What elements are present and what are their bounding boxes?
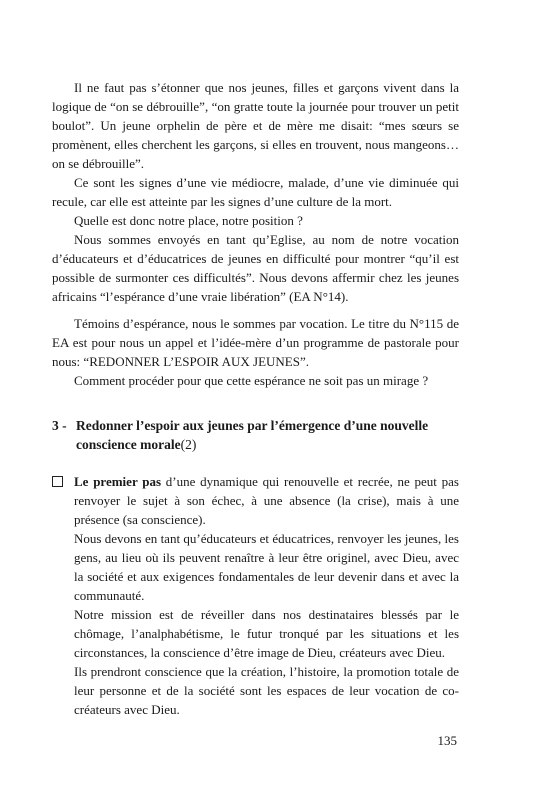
paragraph-5: Témoins d’espérance, nous le sommes par vocation. Le titre du N°115 de EA est pour nous un appel et l’idée-mère d’un programme de pastorale pour nous: “REDONNER L’ESPOIR AUX JEUNES”.: [52, 316, 459, 369]
bullet-paragraph-4: Ils prendront conscience que la création, l’histoire, la promotion totale de leur personne et de la société sont les espaces de leur vocation de co-créateurs avec Dieu.: [74, 664, 459, 717]
paragraph-6: Comment procéder pour que cette espérance ne soit pas un mirage ?: [74, 373, 429, 388]
bullet-paragraph-1: [74, 472, 459, 529]
paragraph-4: Nous sommes envoyés en tant qu’Eglise, au nom de notre vocation d’éducateurs et d’éducatrices de jeunes en difficulté pour montrer “qu’il est possible de surmonter ces difficultés”. Nous devons affermir chez les jeunes africains “l’espérance d’une vraie libération” (EA N°14).: [52, 232, 459, 304]
section-title: Redonner l’espoir aux jeunes par l’émergence d’une nouvelle conscience morale: [76, 418, 429, 452]
paragraph-3: Quelle est donc notre place, notre position ?: [74, 213, 303, 228]
bullet-lead: Le premier pas: [74, 474, 162, 489]
paragraph-2: Ce sont les signes d’une vie médiocre, malade, d’une vie diminuée qui recule, car elle est atteinte par les signes d’une culture de la mort.: [52, 175, 459, 209]
section-number: 3 -: [52, 418, 67, 433]
bullet-paragraph-3: Notre mission est de réveiller dans nos destinataires blessés par le chômage, l’analphabétisme, le futur tronqué par les situations et les circonstances, la conscience d’être image de Dieu, créateurs avec Dieu.: [74, 607, 459, 660]
page-body: [52, 78, 459, 719]
checkbox-bullet-icon: [52, 472, 74, 719]
section-heading: [52, 416, 459, 454]
bullet-paragraph-1-text: d’une dynamique qui renouvelle et recrée, ne peut pas renvoyer le sujet à son échec, à une absence (la crise), mais à une présence (sa conscience).: [74, 474, 459, 527]
paragraph-1: Il ne faut pas s’étonner que nos jeunes, filles et garçons vivent dans la logique de “on se débrouille”, “on gratte toute la journée pour trouver un petit boulot”. Un jeune orphelin de père et de mère me disait: “mes sœurs se promènent, elles cherchent les garçons, si elles en trouvent, nous mangeons… on se débrouille”.: [52, 80, 459, 171]
page-number: 135: [437, 733, 457, 748]
bullet-block: [52, 472, 459, 719]
bullet-body: [74, 472, 459, 719]
section-footnote-ref: (2): [180, 437, 197, 452]
bullet-paragraph-2: Nous devons en tant qu’éducateurs et éducatrices, renvoyer les jeunes, les gens, au lieu où ils peuvent renaître à leur être originel, avec Dieu, avec la société et aux exigences fondamentales de leur devenir dans et avec la communauté.: [74, 531, 459, 603]
section-title-wrap: [76, 416, 459, 454]
